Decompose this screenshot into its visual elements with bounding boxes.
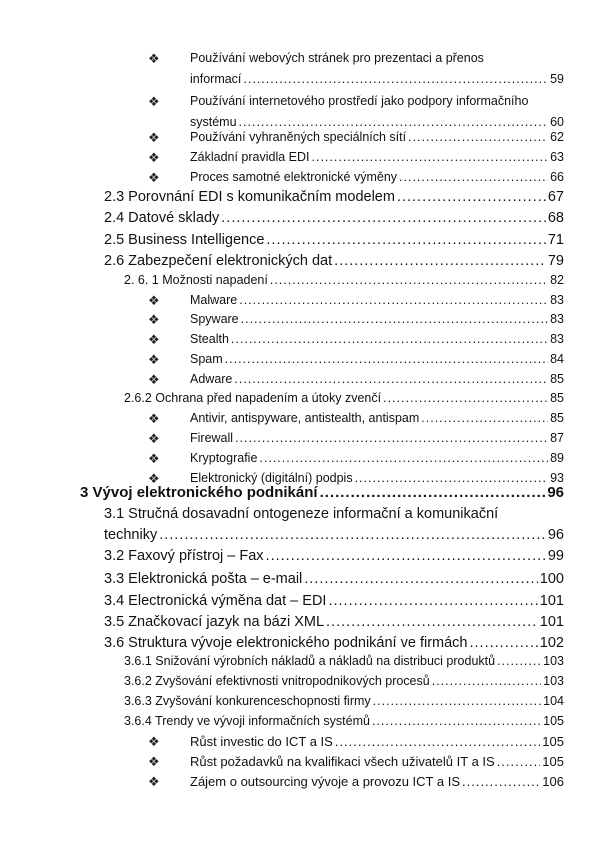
toc-page-number: 106 [542,774,564,789]
leader-dots [497,755,541,769]
leader-dots [335,735,540,749]
leader-dots [231,333,548,347]
leader-dots [399,171,548,185]
leader-dots [159,528,546,544]
toc-entry [104,549,564,570]
toc-page-number: 85 [550,372,564,386]
toc-page-number: 60 [550,115,564,129]
toc-entry-title: Zájem o outsourcing vývoje a provozu ICT a IS [190,774,460,789]
toc-page-number: 93 [550,471,564,485]
toc-entry-title: 2.4 Datové sklady [104,210,220,226]
leader-dots [320,485,546,502]
toc-entry-title: 3 Vývoj elektronického podnikání [80,484,318,501]
toc-page-number: 96 [547,527,564,543]
toc-entry [148,352,564,374]
toc-page-number: 85 [550,391,564,405]
leader-dots [397,190,546,206]
leader-dots [266,233,545,249]
toc-page-number: 87 [550,431,564,445]
leader-dots [372,715,541,729]
toc-entry [148,451,564,473]
leader-dots [235,432,548,446]
leader-dots [383,392,548,406]
leader-dots [373,695,541,709]
toc-entry-title: Používání webových stránek pro prezentaci a přenos [190,51,484,65]
toc-page-number: 82 [550,273,564,287]
toc-entry [148,130,564,152]
toc-entry-title: 3.6.1 Snižování výrobních nákladů a nákladů na distribuci produktů [124,654,496,668]
toc-entry [124,655,564,676]
diamond-bullet-icon: ❖ [148,411,160,426]
diamond-bullet-icon: ❖ [148,734,160,749]
leader-dots [221,211,546,227]
toc-page-number: 99 [547,548,564,564]
toc-entry-title: Kryptografie [190,451,258,465]
toc-page-number: 101 [539,614,564,630]
toc-page-number: 67 [547,189,564,205]
leader-dots [266,549,546,565]
toc-page-number: 100 [539,571,564,587]
toc-entry-title: 3.5 Značkovací jazyk na bázi XML [104,614,325,630]
diamond-bullet-icon: ❖ [148,130,160,145]
leader-dots [312,151,549,165]
toc-entry-title: 2.5 Business Intelligence [104,232,265,248]
toc-entry [104,572,564,593]
toc-entry [148,431,564,453]
leader-dots [355,472,549,486]
toc-page-number: 83 [550,332,564,346]
toc-entry-title: 3.4 Electronická výměna dat – EDI [104,593,327,609]
toc-page-number: 103 [543,654,564,668]
diamond-bullet-icon: ❖ [148,451,160,466]
leader-dots [241,313,548,327]
toc-page-number: 104 [543,694,564,708]
leader-dots [234,373,548,387]
toc-entry-title: 3.6.4 Trendy ve vývoji informačních systémů [124,714,370,728]
leader-dots [497,655,541,669]
diamond-bullet-icon: ❖ [148,431,160,446]
toc-entry-title: Adware [190,372,233,386]
toc-entry-title: Spam [190,352,223,366]
toc-entry-title: 2.3 Porovnání EDI s komunikačním modelem [104,189,395,205]
toc-page-number: 85 [550,411,564,425]
toc-entry-title: Malware [190,293,238,307]
leader-dots [328,594,537,610]
leader-dots [408,131,548,145]
leader-dots [239,116,549,130]
toc-entry [124,274,564,294]
leader-dots [304,572,538,588]
toc-entry-title: Používání vyhraněných speciálních sítí [190,130,407,144]
toc-page-number: 84 [550,352,564,366]
toc-page-number: 105 [542,754,564,769]
toc-entry [148,51,564,94]
toc-entry [104,615,564,636]
toc-page-number: 63 [550,150,564,164]
diamond-bullet-icon: ❖ [148,774,160,789]
diamond-bullet-icon: ❖ [148,754,160,769]
toc-entry [124,392,564,412]
toc-entry-title: informací [190,72,242,86]
toc-entry-title: Elektronický (digitální) podpis [190,471,353,485]
diamond-bullet-icon: ❖ [148,94,160,109]
toc-page-number: 96 [547,484,564,501]
toc-entry [104,254,564,275]
leader-dots [239,294,548,308]
toc-page-number: 68 [547,210,564,226]
leader-dots [259,452,548,466]
leader-dots [470,636,538,652]
toc-entry [124,695,564,716]
toc-entry-title: Základní pravidla EDI [190,150,310,164]
toc-entry [104,507,564,549]
toc-page-number: 101 [539,593,564,609]
toc-entry-title: 2.6 Zabezpečení elektronických dat [104,253,333,269]
toc-entry-title: Růst investic do ICT a IS [190,734,333,749]
diamond-bullet-icon: ❖ [148,51,160,66]
toc-entry [104,190,564,211]
diamond-bullet-icon: ❖ [148,293,160,308]
toc-page-number: 66 [550,170,564,184]
toc-entry [104,233,564,254]
toc-entry-title: 3.1 Stručná dosavadní ontogeneze informační a komunikační [104,506,499,522]
leader-dots [326,615,538,631]
toc-entry [148,150,564,172]
diamond-bullet-icon: ❖ [148,372,160,387]
toc-entry [148,774,564,796]
toc-entry [104,594,564,615]
toc-entry-title: 2. 6. 1 Možnosti napadení [124,273,268,287]
toc-entry [148,411,564,433]
leader-dots [270,274,548,288]
toc-entry-title: systému [190,115,237,129]
leader-dots [432,675,541,689]
toc-entry-title: Proces samotné elektronické výměny [190,170,398,184]
toc-page-number: 62 [550,130,564,144]
leader-dots [225,353,548,367]
toc-page-number: 83 [550,293,564,307]
toc-page-number: 105 [542,734,564,749]
diamond-bullet-icon: ❖ [148,352,160,367]
toc-entry-title: 3.6.3 Zvyšování konkurenceschopnosti firmy [124,694,371,708]
toc-entry-title: Používání internetového prostředí jako podpory informačního [190,94,529,108]
toc-entry-title: 3.3 Elektronická pošta – e-mail [104,571,303,587]
toc-entry [148,332,564,354]
toc-entry [124,715,564,736]
toc-entry-title: Antivir, antispyware, antistealth, antispam [190,411,420,425]
toc-page-number: 79 [547,253,564,269]
toc-entry [104,211,564,232]
diamond-bullet-icon: ❖ [148,170,160,185]
toc-page-number: 105 [543,714,564,728]
diamond-bullet-icon: ❖ [148,150,160,165]
toc-page-number: 59 [550,72,564,86]
toc-entry-title: Spyware [190,312,239,326]
toc-entry [148,293,564,315]
diamond-bullet-icon: ❖ [148,332,160,347]
toc-entry-title: 3.6.2 Zvyšování efektivnosti vnitropodnikových procesů [124,674,430,688]
toc-entry [148,754,564,776]
toc-entry-title: 3.2 Faxový přístroj – Fax [104,548,264,564]
toc-entry [148,312,564,334]
diamond-bullet-icon: ❖ [148,312,160,327]
toc-entry-title: 2.6.2 Ochrana před napadením a útoky zvenčí [124,391,382,405]
leader-dots [421,412,548,426]
toc-page-number: 89 [550,451,564,465]
toc-entry [124,675,564,696]
toc-entry-title: Růst požadavků na kvalifikaci všech uživatelů IT a IS [190,754,495,769]
diamond-bullet-icon: ❖ [148,471,160,486]
toc-entry [148,734,564,756]
toc-page-number: 102 [539,635,564,651]
leader-dots [334,254,546,270]
toc-entry-title: Firewall [190,431,234,445]
toc-entry-title: techniky [104,527,158,543]
leader-dots [243,73,548,87]
leader-dots [462,775,540,789]
toc-page-number: 83 [550,312,564,326]
toc-entry-title: 3.6 Struktura vývoje elektronického podnikání ve firmách [104,635,468,651]
toc-page-number: 71 [547,232,564,248]
toc-entry-title: Stealth [190,332,229,346]
toc-page-number: 103 [543,674,564,688]
